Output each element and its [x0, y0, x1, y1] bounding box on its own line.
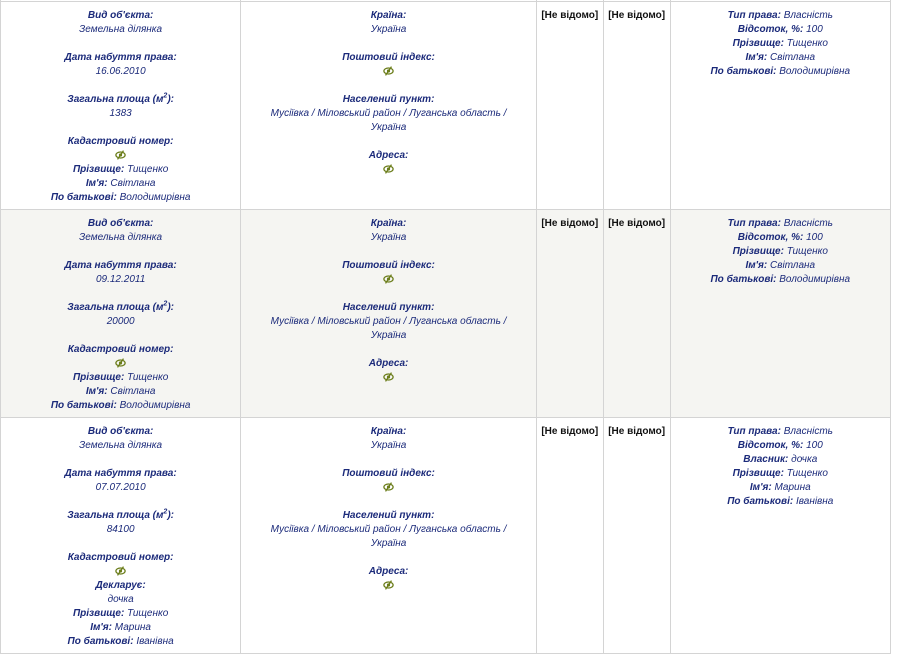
surname-label: Прізвище: [72, 372, 125, 383]
date-acquired-value: 09.12.2011 [95, 274, 146, 285]
country-label: Країна: [370, 426, 407, 437]
unknown-cell [603, 210, 670, 418]
patronymic-value: Володимирівна [779, 274, 851, 285]
address-label: Адреса: [368, 150, 409, 161]
country-label: Країна: [370, 10, 407, 21]
object-type-value: Земельна ділянка [79, 24, 163, 35]
location-cell [241, 210, 537, 418]
patronymic-label: По батькові: [727, 496, 794, 507]
declares-value: дочка [107, 594, 134, 605]
rights-cell [670, 418, 890, 654]
settlement-label: Населений пункт: [342, 302, 435, 313]
unknown-value: [Не відомо] [541, 218, 599, 229]
patronymic-label: По батькові: [710, 66, 777, 77]
total-area-value: 1383 [109, 108, 132, 119]
postal-label: Поштовий індекс: [342, 468, 435, 479]
name-value: Світлана [110, 386, 156, 397]
location-cell [241, 2, 537, 210]
date-acquired-label: Дата набуття права: [64, 468, 177, 479]
eye-slash-icon[interactable] [115, 566, 126, 576]
unknown-value: [Не відомо] [608, 10, 666, 21]
surname-value: Тищенко [786, 468, 828, 479]
total-area-label: Загальна площа $(м^2)$: [67, 92, 174, 105]
country-value: Україна [370, 232, 407, 243]
eye-slash-icon[interactable] [383, 164, 394, 174]
surname-label: Прізвище: [732, 468, 784, 479]
patronymic-label: По батькові: [67, 636, 134, 647]
surname-value: Тищенко [127, 164, 169, 175]
patronymic-label: По батькові: [710, 274, 777, 285]
right-type-value: Власність [783, 426, 833, 437]
rights-cell [670, 2, 890, 210]
name-label: Ім'я: [85, 386, 108, 397]
unknown-value: [Не відомо] [608, 218, 666, 229]
right-type-label: Тип права: [727, 218, 781, 229]
object-info-cell [1, 2, 241, 210]
patronymic-value: Іванівна [795, 496, 834, 507]
location-cell [241, 418, 537, 654]
rights-cell [670, 210, 890, 418]
object-type-label: Вид об'єкта: [87, 10, 154, 21]
surname-label: Прізвище: [732, 38, 784, 49]
settlement-label: Населений пункт: [342, 94, 435, 105]
name-label: Ім'я: [745, 260, 768, 271]
right-type-value: Власність [783, 10, 833, 21]
unknown-value: [Не відомо] [541, 10, 599, 21]
patronymic-value: Володимирівна [119, 192, 191, 203]
name-value: Світлана [770, 52, 816, 63]
surname-value: Тищенко [786, 38, 828, 49]
address-label: Адреса: [368, 566, 409, 577]
name-label: Ім'я: [90, 622, 113, 633]
eye-slash-icon[interactable] [115, 150, 126, 160]
patronymic-value: Володимирівна [119, 400, 191, 411]
date-acquired-value: 07.07.2010 [95, 482, 146, 493]
postal-label: Поштовий індекс: [342, 260, 435, 271]
name-value: Марина [774, 482, 811, 493]
share-value: 100 [806, 24, 823, 35]
country-label: Країна: [370, 218, 407, 229]
right-type-label: Тип права: [727, 10, 781, 21]
patronymic-label: По батькові: [50, 400, 117, 411]
eye-slash-icon[interactable] [383, 66, 394, 76]
eye-slash-icon[interactable] [115, 358, 126, 368]
surname-label: Прізвище: [732, 246, 784, 257]
patronymic-label: По батькові: [50, 192, 117, 203]
eye-slash-icon[interactable] [383, 580, 394, 590]
surname-value: Тищенко [127, 608, 169, 619]
total-area-label: Загальна площа $(м^2)$: [67, 508, 174, 521]
table-row [1, 210, 891, 418]
date-acquired-label: Дата набуття права: [64, 52, 177, 63]
date-acquired-label: Дата набуття права: [64, 260, 177, 271]
patronymic-value: Іванівна [136, 636, 174, 647]
object-type-label: Вид об'єкта: [87, 426, 154, 437]
surname-value: Тищенко [127, 372, 169, 383]
country-value: Україна [370, 24, 407, 35]
cadastral-label: Кадастровий номер: [67, 136, 174, 147]
patronymic-value: Володимирівна [779, 66, 851, 77]
unknown-value: [Не відомо] [608, 426, 666, 437]
owner-label: Власник: [743, 454, 789, 465]
total-area-value: 20000 [106, 316, 135, 327]
settlement-value: Мусіївка / Міловський район / Луганська область / Україна [270, 524, 507, 549]
share-label: Відсоток, %: [737, 440, 804, 451]
right-type-label: Тип права: [727, 426, 781, 437]
postal-label: Поштовий індекс: [342, 52, 435, 63]
unknown-cell [536, 2, 603, 210]
declares-label: Декларує: [95, 580, 146, 591]
surname-value: Тищенко [786, 246, 828, 257]
settlement-value: Мусіївка / Міловський район / Луганська область / Україна [270, 108, 507, 133]
total-area-value: 84100 [106, 524, 135, 535]
eye-slash-icon[interactable] [383, 482, 394, 492]
settlement-label: Населений пункт: [342, 510, 435, 521]
owner-value: дочка [791, 454, 818, 465]
name-label: Ім'я: [749, 482, 772, 493]
surname-label: Прізвище: [72, 608, 125, 619]
address-label: Адреса: [368, 358, 409, 369]
name-label: Ім'я: [85, 178, 108, 189]
share-value: 100 [806, 232, 823, 243]
surname-label: Прізвище: [72, 164, 125, 175]
table-row [1, 2, 891, 210]
unknown-cell [536, 418, 603, 654]
unknown-cell [603, 2, 670, 210]
name-label: Ім'я: [745, 52, 768, 63]
date-acquired-value: 16.06.2010 [95, 66, 146, 77]
object-type-value: Земельна ділянка [79, 232, 163, 243]
object-type-value: Земельна ділянка [79, 440, 163, 451]
name-value: Світлана [110, 178, 156, 189]
share-value: 100 [806, 440, 823, 451]
total-area-label: Загальна площа $(м^2)$: [67, 300, 174, 313]
object-info-cell [1, 210, 241, 418]
table-row [1, 418, 891, 654]
cadastral-label: Кадастровий номер: [67, 552, 174, 563]
right-type-value: Власність [783, 218, 833, 229]
unknown-value: [Не відомо] [541, 426, 599, 437]
unknown-cell [536, 210, 603, 418]
share-label: Відсоток, %: [737, 24, 804, 35]
cadastral-label: Кадастровий номер: [67, 344, 174, 355]
eye-slash-icon[interactable] [383, 274, 394, 284]
name-value: Світлана [770, 260, 816, 271]
country-value: Україна [370, 440, 407, 451]
settlement-value: Мусіївка / Міловський район / Луганська область / Україна [270, 316, 507, 341]
object-type-label: Вид об'єкта: [87, 218, 154, 229]
eye-slash-icon[interactable] [383, 372, 394, 382]
object-info-cell [1, 418, 241, 654]
unknown-cell [603, 418, 670, 654]
name-value: Марина [114, 622, 151, 633]
share-label: Відсоток, %: [737, 232, 804, 243]
